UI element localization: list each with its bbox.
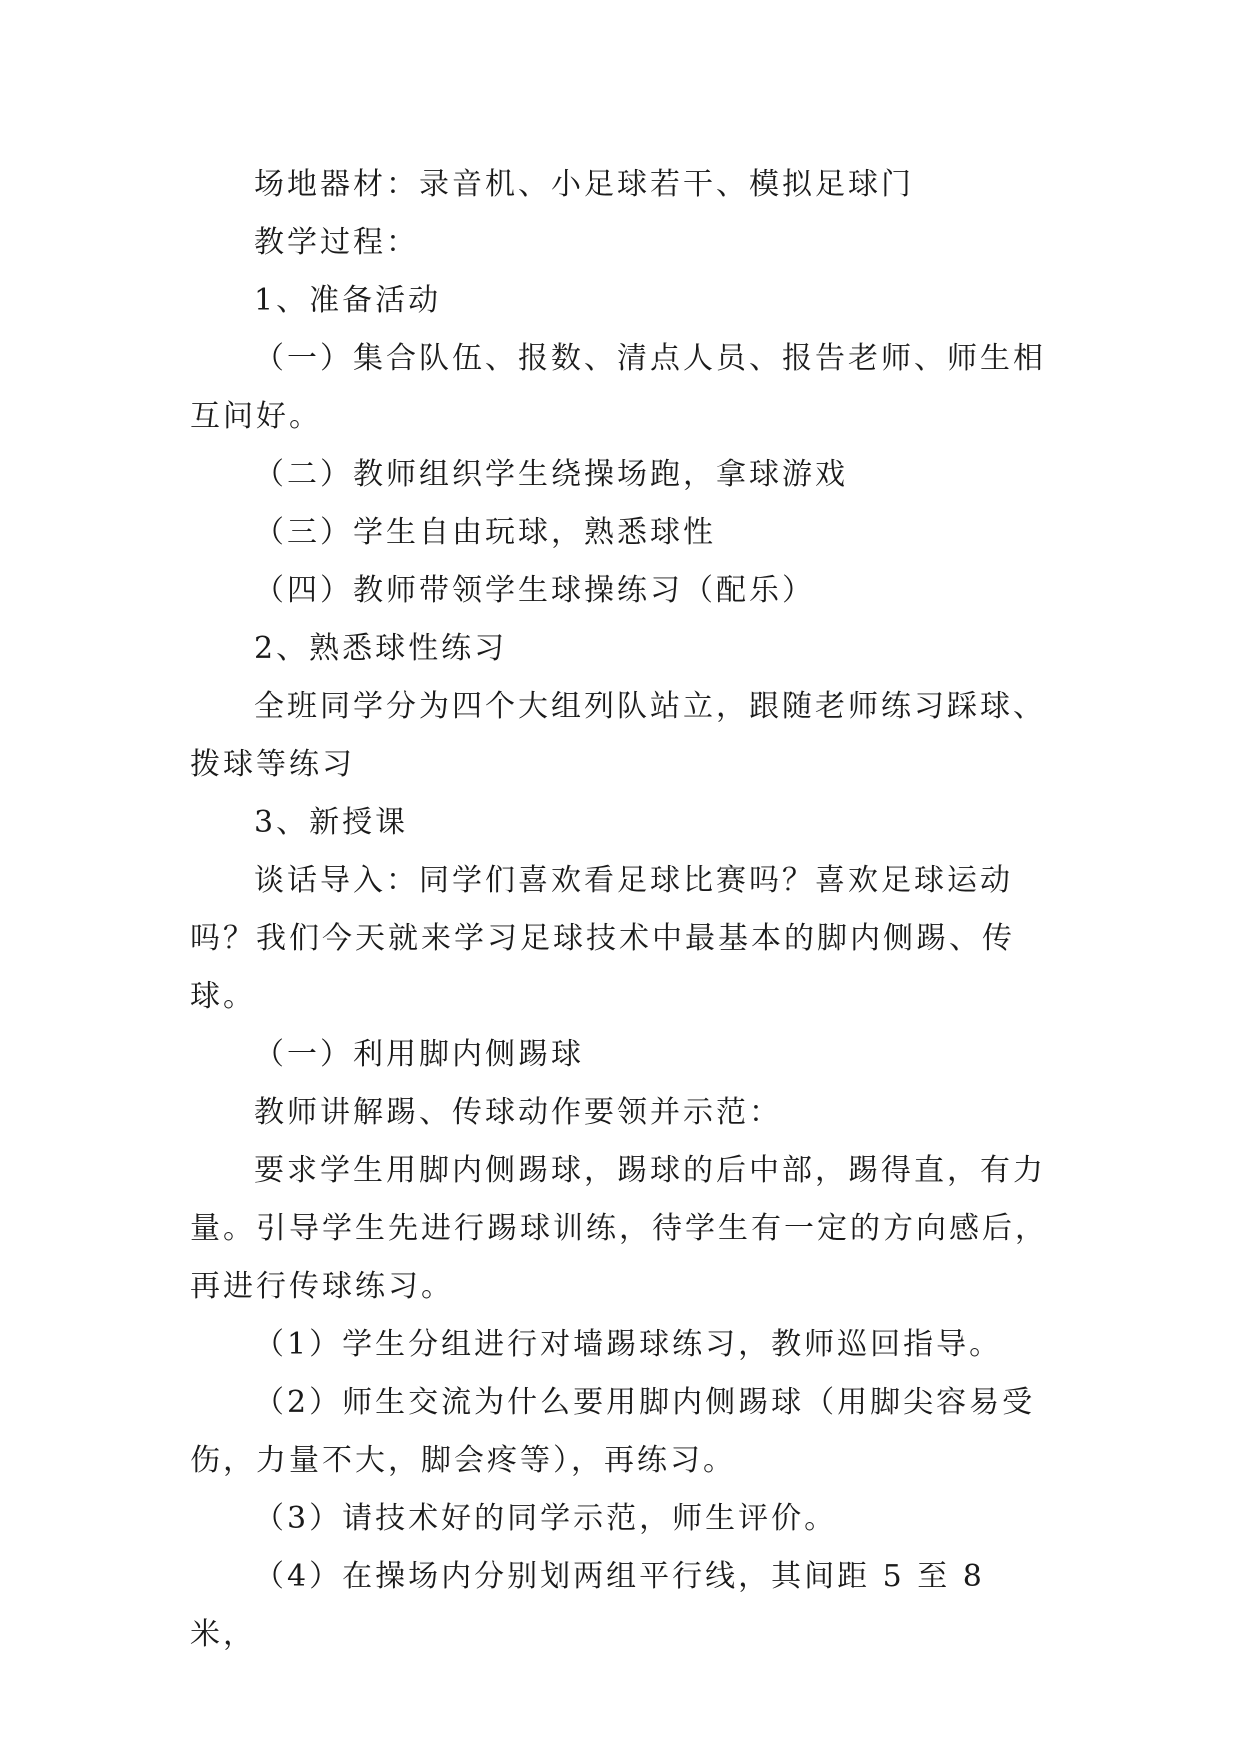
paragraph-step-1-1: （一）集合队伍、报数、清点人员、报告老师、师生相互问好。 <box>190 341 1046 434</box>
paragraph-item-1: （1）学生分组进行对墙踢球练习，教师巡回指导。 <box>254 1327 1003 1362</box>
paragraph-section-3: 3、新授课 <box>254 805 409 840</box>
paragraph-requirements: 要求学生用脚内侧踢球，踢球的后中部，踢得直，有力量。引导学生先进行踢球训练，待学生有一定的方向感后，再进行传球练习。 <box>190 1153 1048 1304</box>
paragraph-section-1: 1、准备活动 <box>254 283 442 318</box>
paragraph-step-3-1: （一）利用脚内侧踢球 <box>254 1037 584 1072</box>
paragraph-step-1-2: （二）教师组织学生绕操场跑，拿球游戏 <box>254 457 848 492</box>
paragraph-item-4: （4）在操场内分别划两组平行线，其间距 5 至 8 米， <box>190 1559 985 1652</box>
paragraph-teaching-process: 教学过程： <box>254 225 419 260</box>
paragraph-intro-talk: 谈话导入：同学们喜欢看足球比赛吗？喜欢足球运动吗？我们今天就来学习足球技术中最基本的脚内侧踢、传球。 <box>190 863 1015 1014</box>
paragraph-step-1-3: （三）学生自由玩球，熟悉球性 <box>254 515 716 550</box>
paragraph-item-2: （2）师生交流为什么要用脚内侧踢球（用脚尖容易受伤，力量不大，脚会疼等），再练习。 <box>190 1385 1036 1478</box>
paragraph-item-3: （3）请技术好的同学示范，师生评价。 <box>254 1501 838 1536</box>
paragraph-equipment: 场地器材：录音机、小足球若干、模拟足球门 <box>254 167 914 202</box>
paragraph-step-1-4: （四）教师带领学生球操练习（配乐） <box>254 573 815 608</box>
paragraph-demo: 教师讲解踢、传球动作要领并示范： <box>254 1095 782 1130</box>
document-body <box>190 156 1060 1664</box>
paragraph-section-2: 2、熟悉球性练习 <box>254 631 508 666</box>
paragraph-section-2-body: 全班同学分为四个大组列队站立，跟随老师练习踩球、拨球等练习 <box>190 689 1046 782</box>
